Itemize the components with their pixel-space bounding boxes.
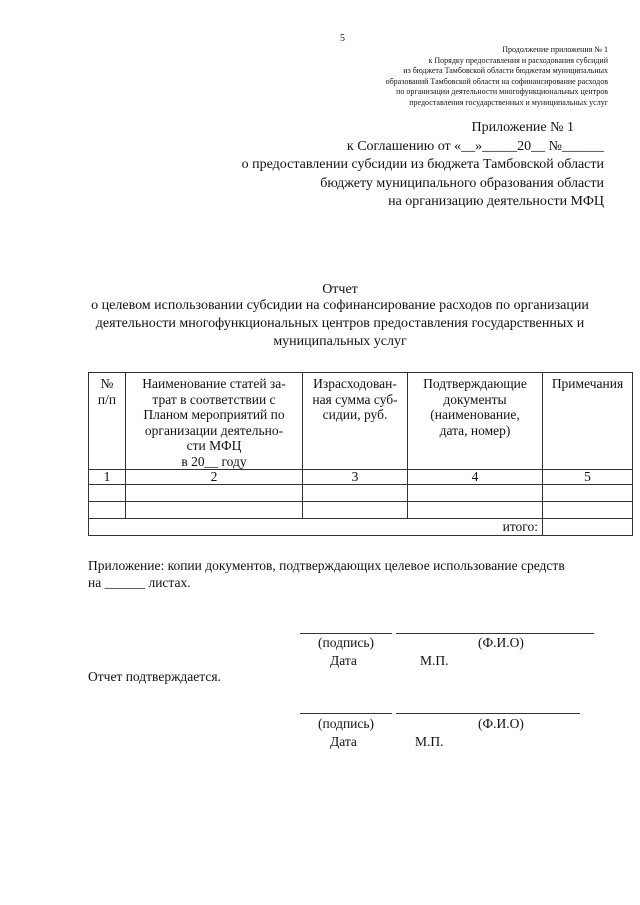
confirmed-text: Отчет подтверждается. bbox=[88, 669, 221, 684]
total-row bbox=[89, 519, 633, 536]
header-amount bbox=[303, 373, 408, 470]
table-row bbox=[89, 502, 633, 519]
name-caption: (Ф.И.О) bbox=[478, 716, 524, 731]
column-number: 5 bbox=[543, 470, 633, 485]
signature-caption: (подпись) bbox=[318, 635, 375, 650]
header-line: ная сумма суб- bbox=[312, 391, 398, 407]
report-subtitle-line: о целевом использовании субсидии на софинансирование расходов по организации bbox=[91, 298, 589, 313]
header-line: в 20__ году bbox=[181, 453, 247, 469]
continuation-line: по организации деятельности многофункциональных центров bbox=[396, 87, 608, 97]
header-line: Наименование статей за- bbox=[142, 376, 286, 391]
continuation-line: образований Тамбовской области на софинансирование расходов bbox=[385, 76, 608, 86]
appendix-header bbox=[184, 119, 604, 212]
column-number: 1 bbox=[89, 470, 126, 485]
total-label: итого: bbox=[89, 519, 543, 536]
total-value bbox=[543, 519, 633, 536]
signature-line bbox=[300, 713, 392, 714]
header-line: документы bbox=[443, 391, 507, 407]
report-title: Отчет bbox=[322, 282, 358, 297]
signature-caption: (подпись) bbox=[318, 716, 375, 731]
page-number: 5 bbox=[340, 33, 345, 44]
table-cell bbox=[303, 502, 408, 519]
appendix-title: Приложение № 1 bbox=[471, 120, 574, 135]
signature-line bbox=[300, 633, 392, 634]
table-row bbox=[89, 485, 633, 502]
header-num bbox=[89, 373, 126, 470]
appendix-line: о предоставлении субсидии из бюджета Тамбовской области bbox=[241, 157, 604, 172]
column-number: 4 bbox=[408, 470, 543, 485]
header-line: № bbox=[100, 376, 114, 391]
continuation-line: к Порядку предоставления и расходования субсидий bbox=[428, 55, 608, 65]
header-notes bbox=[543, 373, 633, 470]
header-line: дата, номер) bbox=[439, 422, 511, 438]
attachment-note bbox=[88, 557, 565, 591]
header-line: Израсходован- bbox=[313, 376, 397, 391]
appendix-line: бюджету муниципального образования области bbox=[320, 175, 604, 191]
date-label: Дата bbox=[330, 734, 357, 749]
table-cell bbox=[543, 502, 633, 519]
table-header-row bbox=[89, 373, 633, 470]
table-cell bbox=[89, 502, 126, 519]
header-line: сти МФЦ bbox=[186, 438, 242, 453]
table-cell bbox=[303, 485, 408, 502]
header-cost-items bbox=[126, 373, 303, 470]
continuation-line: предоставления государственных и муниципальных услуг bbox=[409, 97, 608, 107]
header-line: (наименование, bbox=[430, 407, 520, 422]
table-cell bbox=[126, 502, 303, 519]
report-subtitle-line: муниципальных услуг bbox=[273, 334, 407, 349]
agreement-line: к Соглашению от «__»_____20__ №______ bbox=[346, 138, 604, 154]
header-line: Подтверждающие bbox=[423, 376, 527, 391]
seal-label: М.П. bbox=[420, 653, 449, 668]
column-number: 3 bbox=[303, 470, 408, 485]
name-line bbox=[396, 633, 594, 634]
seal-label: М.П. bbox=[415, 734, 444, 749]
table-cell bbox=[543, 485, 633, 502]
column-number: 2 bbox=[126, 470, 303, 485]
continuation-line: Продолжение приложения № 1 bbox=[502, 45, 608, 54]
table-cell bbox=[89, 485, 126, 502]
header-line: сидии, руб. bbox=[322, 407, 388, 422]
header-documents bbox=[408, 373, 543, 470]
report-table bbox=[88, 372, 633, 536]
header-line: Примечания bbox=[551, 376, 624, 391]
report-subtitle-line: деятельности многофункциональных центров предоставления государственных и bbox=[95, 316, 585, 331]
table-cell bbox=[408, 485, 543, 502]
header-line: п/п bbox=[97, 391, 117, 407]
attachment-line: на ______ листах. bbox=[88, 575, 191, 590]
table-cell bbox=[408, 502, 543, 519]
report-subtitle bbox=[60, 297, 620, 351]
column-number-row bbox=[89, 470, 633, 485]
continuation-line: из бюджета Тамбовской области бюджетам муниципальных bbox=[403, 66, 608, 76]
header-line: Планом мероприятий по bbox=[143, 407, 285, 422]
date-label: Дата bbox=[330, 653, 357, 668]
header-line: трат в соответствии с bbox=[152, 391, 276, 407]
table-cell bbox=[126, 485, 303, 502]
continuation-note bbox=[308, 45, 608, 109]
name-line bbox=[396, 713, 580, 714]
header-line: организации деятельно- bbox=[144, 422, 284, 438]
attachment-line: Приложение: копии документов, подтверждающих целевое использование средств bbox=[88, 558, 565, 573]
name-caption: (Ф.И.О) bbox=[478, 635, 524, 650]
appendix-line: на организацию деятельности МФЦ bbox=[388, 194, 604, 209]
